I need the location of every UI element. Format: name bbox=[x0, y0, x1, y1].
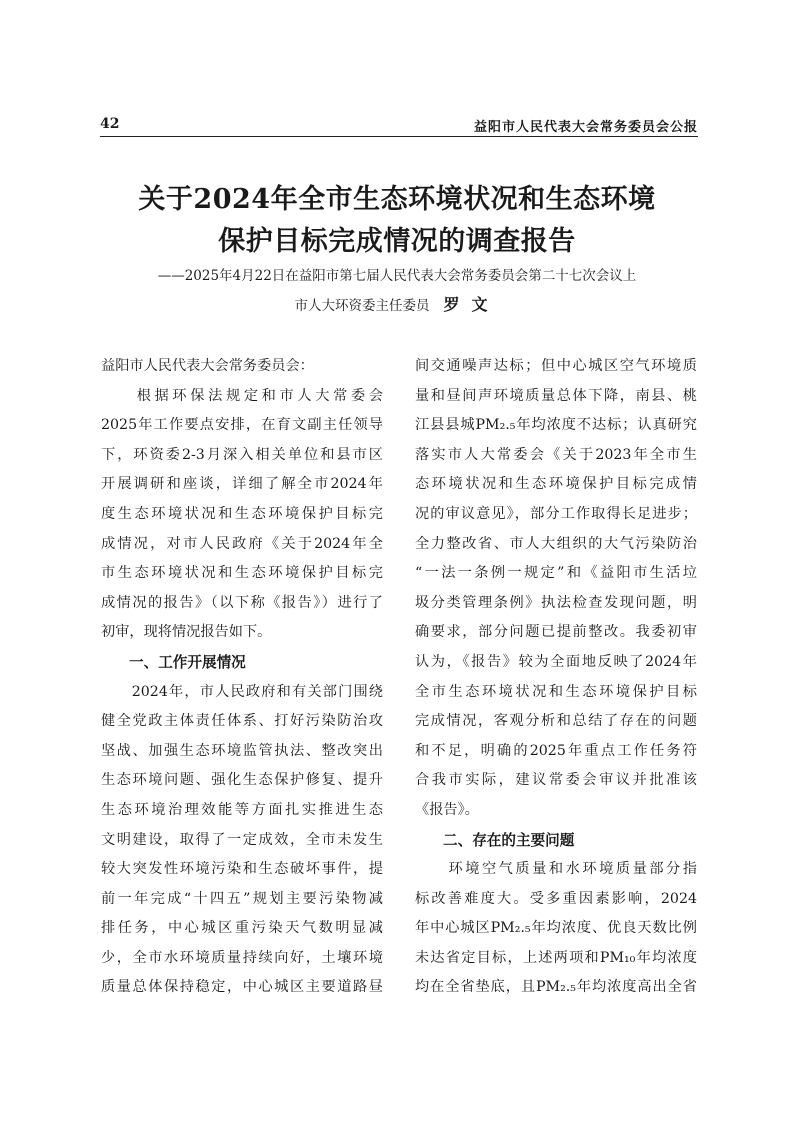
section-heading-2: 二、存在的主要问题 bbox=[443, 831, 575, 849]
body-line: 《报告》。 bbox=[415, 801, 479, 818]
body-line: 圾分类管理条例》执法检查发现问题，明 bbox=[415, 594, 697, 611]
body-line: 前一年完成“十四五”规划主要污染物减 bbox=[101, 890, 383, 907]
salutation: 益阳市人民代表大会常务委员会： bbox=[101, 358, 314, 374]
body-line: 健全党政主体责任体系、打好污染防治攻 bbox=[101, 713, 383, 730]
report-title-line-2: 保护目标完成情况的调查报告 bbox=[218, 226, 576, 257]
report-title-line-1: 关于2024年全市生态环境状况和生态环境 bbox=[138, 184, 656, 215]
report-subtitle: ——2025年4月22日在益阳市第七届人民代表大会常务委员会第二十七次会议上 bbox=[157, 268, 637, 284]
body-line: 成情况的报告》（以下称《报告》）进行了 bbox=[101, 594, 383, 611]
body-line: 确要求，部分问题已提前整改。我委初审 bbox=[415, 624, 697, 641]
body-line: 均在全省垫底，且PM₂.₅年均浓度高出全省 bbox=[415, 979, 697, 996]
body-line: 年中心城区PM₂.₅年均浓度、优良天数比例 bbox=[415, 920, 697, 937]
body-line: 环境空气质量和水环境质量部分指 bbox=[415, 861, 697, 878]
body-line: 文明建设，取得了一定成效，全市未发生 bbox=[101, 831, 383, 848]
body-line: 和不足，明确的2025年重点工作任务符 bbox=[415, 742, 697, 759]
body-line: 况的审议意见》，部分工作取得长足进步； bbox=[415, 505, 697, 522]
body-line: “一法一条例一规定”和《益阳市生活垃 bbox=[415, 565, 697, 582]
body-line: 根据环保法规定和市人大常委会 bbox=[101, 387, 383, 404]
body-line: 度生态环境状况和生态环境保护目标完 bbox=[101, 505, 383, 522]
body-line: 全力整改省、市人大组织的大气污染防治 bbox=[415, 535, 697, 552]
body-line: 全市生态环境状况和生态环境保护目标 bbox=[415, 683, 697, 700]
body-line: 成情况，对市人民政府《关于2024年全 bbox=[101, 535, 383, 552]
body-line: 2024年，市人民政府和有关部门围绕 bbox=[101, 683, 383, 700]
body-line: 市生态环境状况和生态环境保护目标完 bbox=[101, 565, 383, 582]
body-line: 态环境状况和生态环境保护目标完成情 bbox=[415, 476, 697, 493]
body-line: 排任务，中心城区重污染天气数明显减 bbox=[101, 920, 383, 937]
right-text-column bbox=[415, 352, 697, 1003]
author-name: 罗文 bbox=[443, 295, 500, 314]
body-line: 生态环境问题、强化生态保护修复、提升 bbox=[101, 772, 383, 789]
body-line: 下，环资委2-3月深入相关单位和县市区 bbox=[101, 446, 383, 463]
body-line: 完成情况，客观分析和总结了存在的问题 bbox=[415, 713, 697, 730]
body-line: 生态环境治理效能等方面扎实推进生态 bbox=[101, 801, 383, 818]
body-line: 较大突发性环境污染和生态破坏事件，提 bbox=[101, 861, 383, 878]
body-line: 初审，现将情况报告如下。 bbox=[101, 624, 272, 641]
body-line: 2025年工作要点安排，在育文副主任领导 bbox=[101, 417, 383, 434]
section-heading-1: 一、工作开展情况 bbox=[129, 653, 246, 671]
body-line: 江县县城PM₂.₅年均浓度不达标；认真研究 bbox=[415, 417, 697, 434]
body-line: 认为，《报告》较为全面地反映了2024年 bbox=[415, 653, 697, 670]
body-line: 标改善难度大。受多重因素影响，2024 bbox=[415, 890, 697, 907]
left-text-column bbox=[101, 352, 383, 1003]
journal-name: 益阳市人民代表大会常务委员会公报 bbox=[473, 120, 698, 135]
body-line: 质量总体保持稳定，中心城区主要道路昼 bbox=[101, 979, 383, 996]
body-line: 少，全市水环境质量持续向好，土壤环境 bbox=[101, 949, 383, 966]
body-line: 间交通噪声达标；但中心城区空气环境质 bbox=[415, 358, 697, 374]
body-line: 坚战、加强生态环境监管执法、整改突出 bbox=[101, 742, 383, 759]
body-line: 合我市实际，建议常委会审议并批准该 bbox=[415, 772, 697, 789]
page-number: 42 bbox=[100, 116, 120, 132]
page-header bbox=[100, 112, 698, 137]
body-line: 未达省定目标，上述两项和PM₁₀年均浓度 bbox=[415, 949, 697, 966]
body-line: 落实市人大常委会《关于2023年全市生 bbox=[415, 446, 697, 463]
body-line: 量和昼间声环境质量总体下降，南县、桃 bbox=[415, 387, 697, 404]
author-position: 市人大环资委主任委员 bbox=[294, 298, 430, 314]
body-line: 开展调研和座谈，详细了解全市2024年 bbox=[101, 476, 383, 493]
author-line bbox=[60, 292, 734, 315]
